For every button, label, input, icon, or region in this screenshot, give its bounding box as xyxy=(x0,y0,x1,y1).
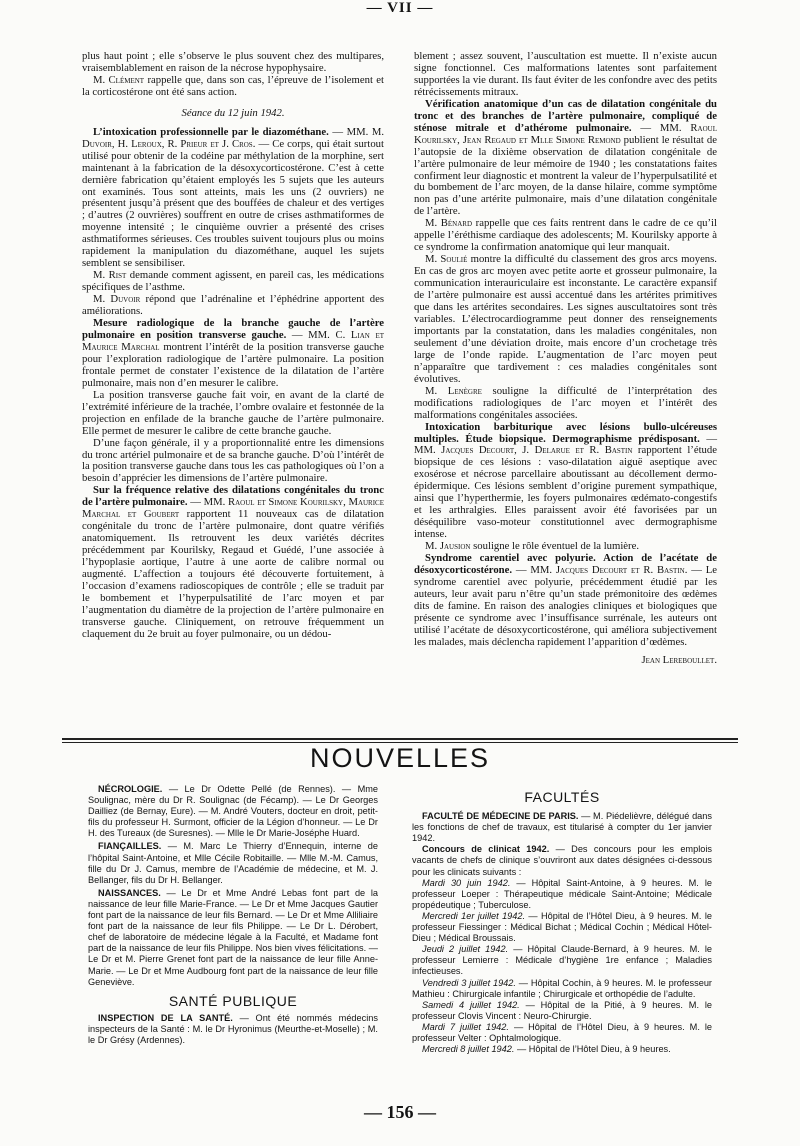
right-column xyxy=(414,51,717,667)
sante-publique-heading: SANTÉ PUBLIQUE xyxy=(168,992,298,1009)
concours-dates-list xyxy=(412,878,712,1056)
inspection-entry: INSPECTION DE LA SANTÉ. — Ont été nommés médecins inspecteurs de la Santé : M. le Dr Hyronimus (Meurthe-et-Moselle) ; M. le Dr Grésy (Ardennes). xyxy=(88,1012,378,1045)
article-title: Intoxication barbiturique avec lésions bullo-ulcéreuses multiples. Étude biopsique. Dermographisme prédisposant. xyxy=(414,420,717,445)
page-number: — 156 — xyxy=(364,1102,436,1122)
necrologie-entry: NÉCROLOGIE. — Le Dr Odette Pellé (de Rennes). — Mme Soulignac, mère du Dr R. Soulignac (de Fécamp). — Le Dr Georges Dailliez (de Bernay, Eure). — M. André Vouters, docteur en droit, petit-fils du professeur H. Surmont, officier de la Légion d’honneur. — Le Dr H. des Tureaux (de Suresnes). — Mlle le Dr Marie-Joséphe Huard. xyxy=(88,784,378,839)
article-authors: M. Duvoir, H. Leroux, R. Prieur et J. Cros. xyxy=(82,125,384,150)
article-dilatations-congenitales: Sur la fréquence relative des dilatations congénitales du tronc de l’artère pulmonaire. — MM. Raoul et Simone Kourilsky, Maurice Marchal et Goubert rapportent 11 nouveaux cas de dilatation congénitale du tronc de l’artère pulmonaire, dont quatre vérifiés anatomiquement. Ils retrouvent les deux variétés décrites précédemment par Kourilsky, Regaud et Guédé, l’une associée à l’hypoplasie aortique, l’autre à une aorte de calibre normal ou augmenté. L’affection a toujours été découverte fortuitement, à l’occasion d’examens radioscopiques de contrôle ; elle se traduit par le bombement et l’hyperpulsatilité de l’arc moyen et par l’augmentation du diamètre de la projection de l’artère pulmonaire en transverse gauche. Cliniquement, on retrouve fréquemment un claquement du 2e bruit au foyer pulmonaire, ou un dédou- xyxy=(82,484,385,640)
article-syndrome-carentiel: Syndrome carentiel avec polyurie. Action de l’acétate de désoxycorticostérone. — MM. Jacques Decourt et R. Bastin. — Le syndrome carentiel avec polyurie, précédemment étudié par les auteurs, leur avait paru n’être qu’un stade prémonitoire des œdèmes dits de famine. En raison des analogies cliniques et biologiques que présente ce syndrome avec l’insuffisance surrénale, les auteurs ont utilisé l’acétate de désoxycorticostérone, qui améliora subjectivement les malades, mais déclencha rapidement l’apparition d’œdèmes. xyxy=(414,552,717,648)
article-title: Vérification anatomique d’un cas de dilatation congénitale du tronc et des branches de l’artère pulmonaire, compliqué de sténose mitrale et d’athérome pulmonaire. xyxy=(414,97,717,134)
article-authors: Jacques Decourt et R. Bastin. xyxy=(555,563,688,576)
article-authors: Raoul Kourilsky, Jean Regaud et Mlle Simone Remond xyxy=(414,121,717,146)
concours-date-entry: Mardi 30 juin 1942. — Hôpital Saint-Antoine, à 9 heures. M. le professeur Loeper : Thérapeutique médicale Saint-Antoine; Médicale propédeutique ; Tuberculose. xyxy=(412,877,712,910)
paragraph: M. Rist demande comment agissent, en pareil cas, les médications spécifiques de l’asthme. xyxy=(82,269,384,294)
article-title: Syndrome carentiel avec polyurie. Action de l’acétate de désoxycorticostérone. xyxy=(414,552,717,576)
fiancailles-entry: FIANÇAILLES. — M. Marc Le Thierry d’Ennequin, interne de l’hôpital Saint-Antoine, et Mlle Cécile Robitaille. — Mlle M.-M. Camus, fille du Dr J. Camus, membre de l’Académie de médecine, et M. J. Bellanger, fils du Dr H. Bellanger. xyxy=(88,841,378,885)
nouvelles-left-column xyxy=(88,784,378,1046)
paragraph: blement ; assez souvent, l’auscultation est muette. Il n’existe aucun signe fonctionnel. Ces malformations latentes sont parfaitement supportées la vie durant. Ils faut éviter de les confondre avec des petits rétrécissements mitraux. xyxy=(414,50,717,98)
article-title: Mesure radiologique de la branche gauche de l’artère pulmonaire en position transverse gauche. xyxy=(82,317,384,341)
paragraph: plus haut point ; elle s’observe le plus souvent chez des multipares, vraisemblablement en raison de la nécrose hypophysaire. xyxy=(82,50,384,74)
concours-date-entry: Mercredi 1er juillet 1942. — Hôpital de l’Hôtel Dieu, à 9 heures. M. le professeur Fiessinger : Médical Bichat ; Médical Cochin ; Médical Hôtel-Dieu ; Médical Broussais. xyxy=(412,910,712,944)
paragraph: D’une façon générale, il y a proportionnalité entre les dimensions du tronc artériel pulmonaire et de sa branche gauche. D’où l’intérêt de la position transverse gauche dans tous les cas pathologiques où l’on a besoin d’apprécier les dimensions de l’artère pulmonaire. xyxy=(82,436,384,485)
article-mesure-radiologique: Mesure radiologique de la branche gauche de l’artère pulmonaire en position transverse gauche. — MM. C. Lian et Maurice Marchal montrent l’intérêt de la position transverse gauche pour l’exploration radiologique de l’artère pulmonaire. La position frontale permet de constater l’existence de la dilatation de l’artère pulmonaire, mais non d’en mesurer le calibre. xyxy=(82,317,385,389)
paragraph: M. Duvoir répond que l’adrénaline et l’éphédrine apportent des améliorations. xyxy=(82,293,385,318)
concours-date-entry: Vendredi 3 juillet 1942. — Hôpital Cochin, à 9 heures. M. le professeur Mathieu : Chirurgicale infantile ; Chirurgicale et orthopédie de l’adulte. xyxy=(412,977,712,999)
article-authors: Raoul et Simone Kourilsky, Maurice Marchal et Goubert xyxy=(82,496,385,521)
paragraph: M. Jausion souligne le rôle éventuel de la lumière. xyxy=(425,540,640,553)
running-page-number: — VII — xyxy=(366,0,434,16)
article-title: L’intoxication professionnelle par le diazométhane. xyxy=(93,125,329,138)
article-verification-anatomique: Vérification anatomique d’un cas de dilatation congénitale du tronc et des branches de l’artère pulmonaire, compliqué de sténose mitrale et d’athérome pulmonaire. — MM. Raoul Kourilsky, Jean Regaud et Mlle Simone Remond publient le résultat de l’autopsie de la dixième observation de dilatation congénitale de l’artère pulmonaire de leur mémoire de 1940 ; les constatations faites confirment leur diagnostic et montrent la valeur de l’hyperpulsatilité et du bombement de l’arc moyen, de la danse hilaire, comme symptôme non pas d’une artérite pulmonaire, mais d’une dilatation congénitale de l’artère. xyxy=(414,97,718,218)
signature: Jean Lereboullet. xyxy=(641,653,717,666)
faculte-entry: FACULTÉ DE MÉDECINE DE PARIS. — M. Piédelièvre, délégué dans les fonctions de chef de travaux, est titularisé à compter du 1er janvier 1942. xyxy=(412,811,712,844)
concours-date-entry: Samedi 4 juillet 1942. — Hôpital de la Pitié, à 9 heures. M. le professeur Clovis Vincent : Neuro-Chirurgie. xyxy=(412,999,712,1021)
paragraph: M. Lenègre souligne la difficulté de l’interprétation des modifications radiologiques de l’arc moyen et l’intérêt des malformations congénitales associées. xyxy=(414,384,717,421)
article-diazomethane: L’intoxication professionnelle par le diazométhane. — MM. M. Duvoir, H. Leroux, R. Prieur et J. Cros. — Ce corps, qui était surtout utilisé pour obtenir de la codéine par méthylation de la morphine, sert maintenant à la fabrication de la désoxycorticostérone. C’est à cette dernière fabrication qu’étaient employés les 5 sujets que les auteurs ont examinés. Tous sont atteints, mais les uns (2 ouvriers) ne présentent jusqu’à présent que des bouffées de chaleur et des vertiges ; d’autres (2 ouvrières) souffrent en outre de crises asthmatiformes de moyenne intensité ; le cinquième ouvrier a présenté des crises asthmatiformes sérieuses. Ces troubles suivent toujours plus ou moins rapidement la manipulation du diazométhane, auquel les sujets semblent se sensibiliser. xyxy=(82,125,384,270)
article-authors: Jacques Decourt, J. Delarue et R. Bastin xyxy=(441,444,633,457)
left-column xyxy=(82,51,384,641)
concours-entry: Concours de clinicat 1942. — Des concours pour les emplois vacants de chefs de clinique s’ouvriront aux dates désignées ci-dessous pour les clinicats suivants : xyxy=(412,844,712,877)
article-title: Sur la fréquence relative des dilatations congénitales du tronc de l’artère pulmonaire. xyxy=(82,484,384,509)
concours-date-entry: Mercredi 8 juillet 1942. — Hôpital de l’Hôtel Dieu, à 9 heures. xyxy=(422,1044,671,1055)
nouvelles-right-column xyxy=(412,789,713,1055)
paragraph: M. Soulié montre la difficulté du classement des gros arcs moyens. En cas de gros arc moyen avec petite aorte et grosseur pulmonaire, la communication interauriculaire est inconstante. Le caractère expansif de l’artère pulmonaire est aussi accentué dans les artérites primitives que dans les artérites secondaires. Les signes auscultatoires sont très variables. L’électrocardiogramme peut donner des renseignements importants par la constatation, dans les maladies congénitales, non seulement d’une déviation droite, mais encore d’un crochetage très large de l’onde rapide. L’augmentation de l’arc moyen peut n’apparaître que tardivement : ces maladies congénitales sont évolutives. xyxy=(414,253,717,385)
article-intoxication-barbiturique: Intoxication barbiturique avec lésions bullo-ulcéreuses multiples. Étude biopsique. Dermographisme prédisposant. — MM. Jacques Decourt, J. Delarue et R. Bastin rapportent l’étude biopsique de ces lésions : vaso-dilatation aiguë aseptique avec exosérose et nécrose parcellaire aboutissant au décollement dermo-épidermique. Ces lésions semblent d’origine purement sympathique, ainsi que l’hyperthermie, les foyers pulmonaires œdémato-congestifs et les arthralgies. Elles paraissent avoir été favorisées par un déséquilibre vaso-moteur constitutionnel avec dermographisme intense. xyxy=(414,420,717,541)
section-divider xyxy=(62,738,738,740)
naissances-entry: NAISSANCES. — Le Dr et Mme André Lebas font part de la naissance de leur fille Marie-France. — Le Dr et Mme Jacques Gautier font part de la naissance de leur fils Bernard. — Le Dr et Mme Alliliaire font part de la naissance de leur fils Philippe. — Le Dr L. Dérobert, chef de laboratoire de médecine légale à la Faculté, et Madame font part de la naissance de leur fils Philippe. Nos bien vives félicitations. — Le Dr et M. Pierre Grenet font part de la naissance de leur fille Anne-Marie. — Le Dr et Mme Audbourg font part de la naissance de leur fille Geneviève. xyxy=(88,887,378,987)
paragraph: M. Clément rappelle que, dans son cas, l’épreuve de l’isolement et la corticostérone ont été sans action. xyxy=(82,73,385,98)
concours-date-entry: Jeudi 2 juillet 1942. — Hôpital Claude-Bernard, à 9 heures. M. le professeur Lemierre : Médicale d’hygiène 1re enfance ; Maladies infectieuses. xyxy=(412,944,712,977)
concours-date-entry: Mardi 7 juillet 1942. — Hôpital de l’Hôtel Dieu, à 9 heures. M. le professeur Velter : Ophtalmologique. xyxy=(412,1021,713,1043)
facultes-heading: FACULTÉS xyxy=(524,789,600,805)
paragraph: La position transverse gauche fait voir, en avant de la clarté de l’extrémité inférieure de la trachée, l’ombre ovalaire et festonnée de la projection en enfilade de la branche gauche de l’artère pulmonaire. Elle permet de mesurer le calibre de cette branche gauche. xyxy=(82,388,384,437)
article-authors: C. Lian et Maurice Marchal xyxy=(82,328,384,353)
nouvelles-heading: NOUVELLES xyxy=(309,743,491,773)
paragraph: M. Bénard rappelle que ces faits rentrent dans le cadre de ce qu’il appelle l’éréthisme cardiaque des adolescents; M. Kourilsky apporte à ce syndrome la confirmation anatomique qui leur manquait. xyxy=(414,217,717,254)
session-date: Séance du 12 juin 1942. xyxy=(181,106,285,119)
